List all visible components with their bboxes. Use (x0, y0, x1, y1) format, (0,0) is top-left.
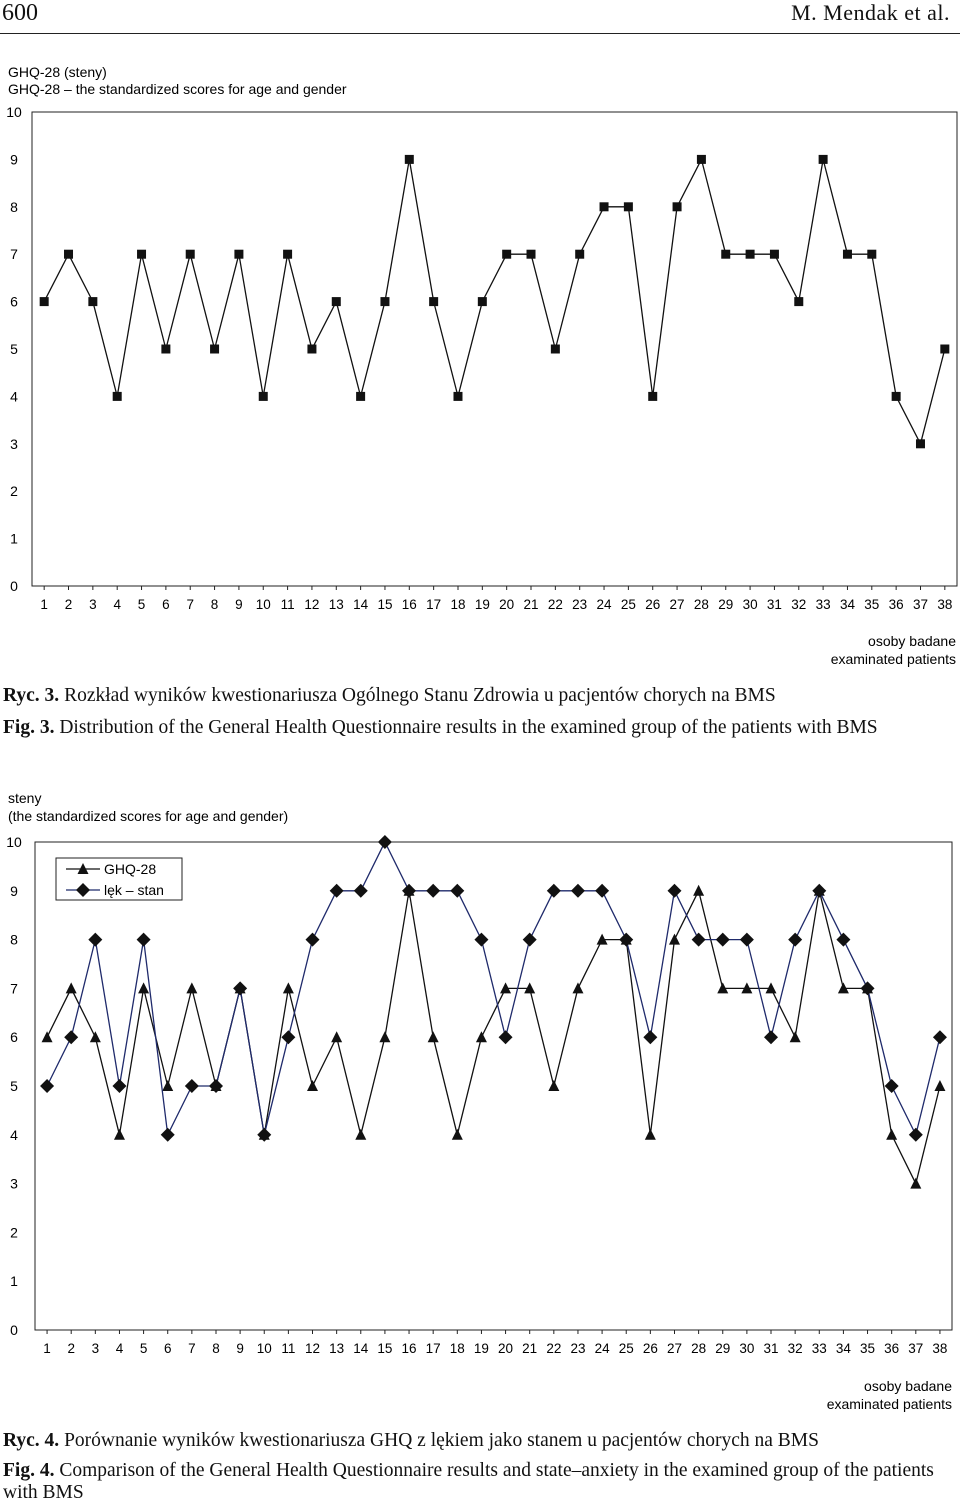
x-tick-label: 32 (791, 597, 807, 612)
caption-text: Porównanie wyników kwestionariusza GHQ z lękiem jako stanem u pacjentów chorych na BMS (64, 1430, 819, 1451)
x-tick-label: 38 (937, 597, 953, 612)
x-tick-label: 18 (450, 597, 466, 612)
data-point (523, 933, 537, 947)
data-point (909, 1128, 923, 1142)
x-tick-label: 23 (570, 1341, 586, 1356)
y-tick-label: 9 (10, 882, 18, 899)
data-point (645, 1129, 656, 1140)
data-point (843, 250, 852, 259)
data-point (40, 1079, 54, 1093)
figure-4-caption-pl (3, 1430, 953, 1452)
x-tick-label: 28 (691, 1341, 707, 1356)
data-point (551, 345, 560, 354)
figure-4 (0, 790, 960, 1420)
data-point (886, 1129, 897, 1140)
data-point (624, 202, 633, 211)
x-tick-label: 5 (137, 597, 146, 612)
figure-3 (0, 60, 960, 700)
caption-label: Ryc. 3. (3, 685, 60, 706)
data-point (746, 250, 755, 259)
y-tick-label: 4 (10, 388, 18, 405)
chart-legend (56, 858, 182, 900)
x-tick-label: 33 (811, 1341, 827, 1356)
data-point (380, 297, 389, 306)
page-header (0, 0, 960, 32)
caption-text: Comparison of the General Health Questionnaire results and state–anxiety in the examined group of the patients with BMS (3, 1460, 934, 1503)
x-tick-label: 21 (522, 1341, 538, 1356)
data-point (162, 1080, 173, 1091)
x-tick-label: 2 (67, 1341, 75, 1356)
figure-3-xlabel-pl: osoby badane (868, 633, 956, 649)
data-point (378, 835, 392, 849)
data-point (836, 933, 850, 947)
data-point (934, 1080, 945, 1091)
figure-3-caption-en (3, 717, 953, 739)
data-point (648, 392, 657, 401)
y-tick-label: 7 (10, 246, 18, 263)
x-tick-label: 25 (618, 1341, 634, 1356)
x-tick-label: 17 (426, 597, 442, 612)
x-tick-label: 20 (498, 1341, 514, 1356)
data-point (307, 345, 316, 354)
x-tick-label: 25 (620, 597, 636, 612)
y-tick-label: 2 (10, 483, 18, 500)
x-tick-label: 3 (91, 1341, 100, 1356)
series-line (47, 891, 940, 1184)
y-tick-label: 7 (10, 980, 18, 997)
data-point (892, 392, 901, 401)
y-tick-label: 1 (10, 530, 18, 547)
caption-label: Fig. 3. (3, 717, 55, 738)
y-tick-label: 4 (10, 1126, 18, 1143)
data-point (330, 884, 344, 898)
x-tick-label: 30 (739, 1341, 755, 1356)
data-point (819, 155, 828, 164)
data-point (186, 250, 195, 259)
data-point (186, 982, 197, 993)
y-tick-label: 3 (10, 435, 18, 452)
data-point (306, 933, 320, 947)
data-point (867, 250, 876, 259)
data-point (502, 250, 511, 259)
x-tick-label: 7 (188, 1341, 196, 1356)
figure-4-xlabel-pl: osoby badane (864, 1378, 952, 1394)
x-tick-label: 27 (666, 1341, 683, 1356)
plot-frame (32, 112, 957, 586)
x-tick-label: 17 (425, 1341, 441, 1356)
data-point (667, 884, 681, 898)
x-tick-label: 9 (235, 597, 243, 612)
data-point (721, 250, 730, 259)
data-point (88, 297, 97, 306)
x-tick-label: 34 (839, 597, 855, 612)
x-tick-label: 24 (596, 597, 612, 612)
page-number: 600 (2, 0, 38, 26)
data-point (910, 1178, 921, 1189)
x-tick-label: 2 (64, 597, 73, 612)
data-point (113, 392, 122, 401)
data-point (571, 884, 585, 898)
data-point (770, 250, 779, 259)
data-point (716, 933, 730, 947)
data-point (692, 933, 706, 947)
data-point (740, 933, 754, 947)
data-point (697, 155, 706, 164)
data-point (452, 1129, 463, 1140)
caption-label: Fig. 4. (3, 1460, 55, 1481)
x-tick-label: 27 (669, 597, 685, 612)
data-point (185, 1079, 199, 1093)
data-point (281, 1030, 295, 1044)
x-tick-label: 33 (815, 597, 831, 612)
x-tick-label: 22 (547, 597, 563, 612)
caption-text: Rozkład wyników kwestionariusza Ogólnego Stanu Zdrowia u pacjentów chorych na BMS (64, 685, 776, 706)
figure-4-chart (0, 790, 960, 1415)
data-point (161, 1128, 175, 1142)
data-point (112, 1079, 126, 1093)
y-tick-label: 2 (10, 1224, 18, 1241)
y-tick-label: 6 (10, 1029, 18, 1046)
data-point (354, 884, 368, 898)
x-tick-label: 8 (212, 1341, 220, 1356)
data-point (42, 1031, 53, 1042)
x-tick-label: 29 (718, 597, 734, 612)
x-tick-label: 16 (401, 1341, 417, 1356)
data-point (137, 933, 151, 947)
x-tick-label: 38 (932, 1341, 948, 1356)
y-tick-label: 8 (10, 931, 18, 948)
x-tick-label: 24 (594, 1341, 610, 1356)
data-point (64, 1030, 78, 1044)
x-tick-label: 29 (715, 1341, 731, 1356)
y-tick-label: 3 (10, 1175, 18, 1192)
data-point (453, 392, 462, 401)
x-tick-label: 19 (473, 1341, 489, 1356)
figure-3-caption-pl (3, 685, 953, 707)
x-tick-label: 14 (353, 1341, 369, 1356)
data-point (478, 297, 487, 306)
data-point (307, 1080, 318, 1091)
data-point (450, 884, 464, 898)
y-tick-label: 0 (10, 578, 18, 594)
x-tick-label: 13 (328, 597, 344, 612)
data-point (673, 202, 682, 211)
data-point (66, 982, 77, 993)
x-tick-label: 10 (255, 597, 271, 612)
series-1 (42, 885, 946, 1189)
x-tick-label: 13 (329, 1341, 345, 1356)
data-point (476, 1031, 487, 1042)
data-point (788, 933, 802, 947)
data-point (474, 933, 488, 947)
x-tick-label: 4 (113, 597, 121, 612)
x-tick-label: 35 (860, 1341, 876, 1356)
caption-label: Ryc. 4. (3, 1430, 60, 1451)
x-tick-label: 6 (162, 597, 170, 612)
figure-3-ylabel-en: GHQ-28 – the standardized scores for age and gender (8, 81, 347, 97)
data-point (575, 250, 584, 259)
x-tick-label: 26 (645, 597, 661, 612)
x-tick-label: 30 (742, 597, 758, 612)
x-tick-label: 26 (642, 1341, 658, 1356)
figure-4-xlabel-en: examinated patients (826, 1396, 952, 1412)
x-tick-label: 16 (401, 597, 417, 612)
data-point (210, 345, 219, 354)
data-point (234, 250, 243, 259)
data-point (527, 250, 536, 259)
x-tick-label: 19 (474, 597, 490, 612)
data-point (429, 297, 438, 306)
y-tick-label: 10 (6, 104, 22, 120)
data-point (331, 1031, 342, 1042)
data-point (693, 885, 704, 896)
data-point (790, 1031, 801, 1042)
data-point (356, 392, 365, 401)
data-point (138, 982, 149, 993)
x-tick-label: 20 (499, 597, 515, 612)
x-tick-label: 6 (163, 1341, 172, 1356)
data-point (161, 345, 170, 354)
caption-text: Distribution of the General Health Questionnaire results in the examined group of the patients with BMS (59, 717, 878, 738)
x-tick-label: 12 (304, 1341, 321, 1356)
x-tick-label: 7 (186, 597, 194, 612)
data-point (643, 1030, 657, 1044)
figure-4-caption-en (3, 1460, 953, 1504)
x-tick-label: 36 (884, 1341, 900, 1356)
y-tick-label: 5 (10, 341, 18, 357)
x-tick-label: 21 (523, 597, 539, 612)
x-tick-label: 36 (888, 597, 904, 612)
figure-3-chart (0, 60, 960, 685)
legend-label: GHQ-28 (104, 861, 157, 877)
y-tick-label: 8 (10, 198, 18, 215)
x-tick-label: 4 (115, 1341, 124, 1356)
y-tick-label: 10 (6, 834, 22, 850)
data-point (933, 1030, 947, 1044)
header-rule (0, 33, 960, 34)
data-point (499, 1030, 513, 1044)
y-tick-label: 9 (10, 151, 18, 168)
data-point (940, 345, 949, 354)
data-point (90, 1031, 101, 1042)
data-point (428, 1031, 439, 1042)
figure-3-xlabel-en: examinated patients (830, 651, 956, 667)
x-tick-label: 23 (572, 597, 588, 612)
x-tick-label: 35 (864, 597, 880, 612)
x-tick-label: 1 (40, 597, 48, 612)
x-tick-label: 5 (139, 1341, 148, 1356)
y-tick-label: 6 (10, 293, 18, 310)
data-point (405, 155, 414, 164)
figure-4-ylabel-pl: steny (8, 790, 42, 806)
figure-3-ylabel-pl: GHQ-28 (steny) (8, 64, 107, 80)
data-point (259, 392, 268, 401)
data-point (669, 934, 680, 945)
data-point (572, 982, 583, 993)
data-point (283, 982, 294, 993)
data-point (137, 250, 146, 259)
series-line (44, 159, 945, 443)
legend-label: lęk – stan (104, 882, 164, 898)
data-point (764, 1030, 778, 1044)
plot-frame (35, 842, 952, 1330)
y-tick-label: 5 (10, 1078, 18, 1094)
x-tick-label: 18 (449, 1341, 465, 1356)
data-point (40, 297, 49, 306)
x-tick-label: 34 (835, 1341, 851, 1356)
data-point (426, 884, 440, 898)
x-tick-label: 9 (236, 1341, 244, 1356)
running-head: M. Mendak et al. (791, 0, 950, 25)
x-tick-label: 37 (908, 1341, 924, 1356)
data-point (547, 884, 561, 898)
x-tick-label: 11 (281, 1341, 296, 1356)
data-point (885, 1079, 899, 1093)
x-tick-label: 10 (256, 1341, 272, 1356)
data-point (114, 1129, 125, 1140)
data-point (332, 297, 341, 306)
x-tick-label: 32 (787, 1341, 803, 1356)
x-tick-label: 8 (210, 597, 219, 612)
x-tick-label: 28 (693, 597, 709, 612)
x-tick-label: 14 (353, 597, 369, 612)
x-tick-label: 3 (89, 597, 97, 612)
x-tick-label: 31 (766, 597, 782, 612)
x-tick-label: 11 (280, 597, 295, 612)
figure-4-ylabel-en: (the standardized scores for age and gender) (8, 808, 289, 824)
data-point (355, 1129, 366, 1140)
x-tick-label: 15 (377, 597, 393, 612)
x-tick-label: 12 (304, 597, 320, 612)
y-tick-label: 1 (10, 1273, 18, 1290)
y-tick-label: 0 (10, 1322, 18, 1338)
data-point (600, 202, 609, 211)
series-1 (40, 155, 950, 448)
data-point (794, 297, 803, 306)
x-tick-label: 37 (912, 597, 929, 612)
x-tick-label: 22 (546, 1341, 562, 1356)
x-tick-label: 1 (43, 1341, 51, 1356)
data-point (88, 933, 102, 947)
data-point (595, 884, 609, 898)
data-point (548, 1080, 559, 1091)
x-tick-label: 31 (763, 1341, 779, 1356)
data-point (916, 439, 925, 448)
data-point (379, 1031, 390, 1042)
data-point (64, 250, 73, 259)
x-tick-label: 15 (377, 1341, 393, 1356)
data-point (283, 250, 292, 259)
